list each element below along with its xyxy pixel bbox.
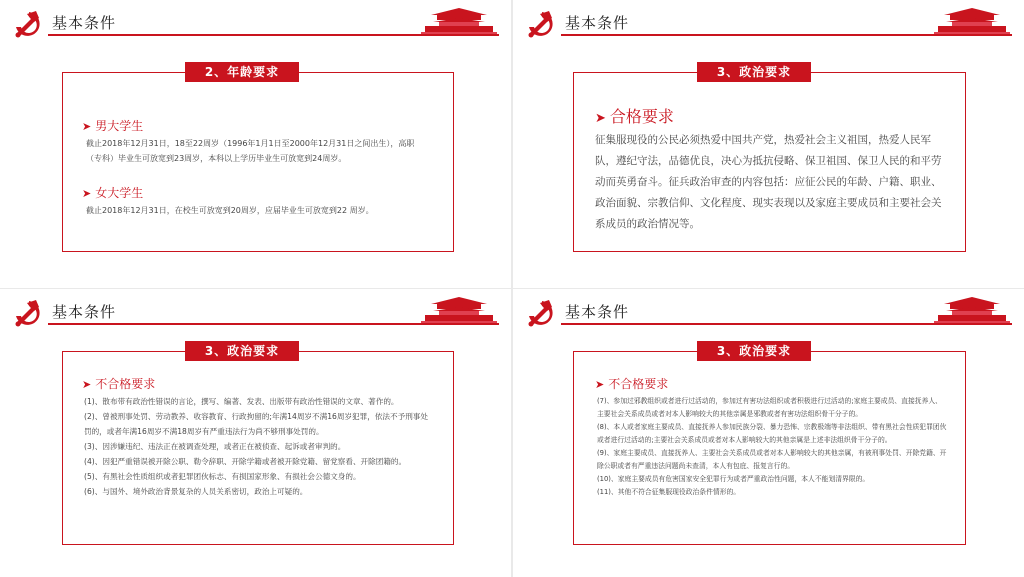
- subheading-male: ➤ 男大学生: [82, 119, 144, 133]
- section-tag: 3、政治要求: [697, 62, 811, 82]
- subheading-qualified: ➤ 合格要求: [595, 107, 674, 126]
- list-item: (9)、家庭主要成员、直接抚养人、主要社会关系成员或者对本人影响较大的其他亲属，有被刑事处罚、开除党籍、开除公职或者有严重违法问题尚未查清，本人有包庇、报复言行的。: [597, 449, 947, 470]
- tiananmen-gate-icon: [421, 294, 497, 324]
- arrow-right-icon: ➤: [595, 378, 605, 391]
- paragraph-qualified: 征集服现役的公民必须热爱中国共产党，热爱社会主义祖国，热爱人民军队，遵纪守法，品德优良，决心为抵抗侵略、保卫祖国、保卫人民的和平劳动而英勇奋斗。征兵政治审查的内容包括：应征公民的年龄、户籍、职业、政治面貌、宗教信仰、文化程度、现实表现以及家庭主要成员和主要社会关系成员的政治情况等。: [595, 134, 942, 230]
- slide-header: [513, 289, 1024, 329]
- unqualified-list: [84, 394, 434, 499]
- paragraph-female: 截止2018年12月31日，在校生可放宽到20周岁，应届毕业生可放宽到22 周岁。: [86, 206, 374, 215]
- list-item: (6)、与国外、境外政治背景复杂的人员关系密切，政治上可疑的。: [84, 487, 308, 496]
- subheading-female: ➤ 女大学生: [82, 186, 144, 200]
- subheading-unqualified: ➤ 不合格要求: [595, 377, 669, 391]
- subheading-unqualified: ➤ 不合格要求: [82, 377, 156, 391]
- party-emblem-icon: [525, 9, 555, 39]
- party-emblem-icon: [12, 9, 42, 39]
- list-item: (5)、有黑社会性质组织或者犯罪团伙标志、有损国家形象、有损社会公德文身的。: [84, 472, 361, 481]
- tiananmen-gate-icon: [934, 294, 1010, 324]
- slide-title: 基本条件: [565, 303, 630, 321]
- slide-political-unqualified-1: [0, 289, 511, 577]
- party-emblem-icon: [525, 298, 555, 328]
- slide-header: [0, 289, 511, 329]
- arrow-right-icon: ➤: [82, 120, 92, 133]
- list-item: (8)、本人或者家庭主要成员、直接抚养人参加民族分裂、暴力恐怖、宗教极端等非法组织、带有黑社会性质犯罪团伙或者进行过活动的;主要社会关系成员或者对本人影响较大的其他亲属是上述非法组织骨干分子的。: [597, 423, 947, 444]
- slide-title: 基本条件: [52, 303, 117, 321]
- list-item: (11)、其他不符合征集服现役政治条件情形的。: [597, 488, 741, 496]
- section-tag: 2、年龄要求: [185, 62, 299, 82]
- slide-political-unqualified-2: [513, 289, 1024, 577]
- paragraph-male: 截止2018年12月31日，18至22周岁（1996年1月1日至2000年12月31日之间出生），高职（专科）毕业生可放宽到23周岁，本科以上学历毕业生可放宽到24周岁。: [86, 139, 415, 163]
- arrow-right-icon: ➤: [595, 111, 606, 126]
- list-item: (2)、曾被刑事处罚、劳动教养、收容教育、行政拘留的;年满14周岁不满16周岁犯罪，依法不予刑事处罚的，或者年满16周岁不满18周岁有严重违法行为尚不够刑事处罚的。: [84, 412, 428, 436]
- slide-title: 基本条件: [52, 14, 117, 32]
- slide-age-requirements: [0, 0, 511, 288]
- tiananmen-gate-icon: [421, 5, 497, 35]
- section-tag: 3、政治要求: [185, 341, 299, 361]
- section-tag: 3、政治要求: [697, 341, 811, 361]
- slide-political-qualified: [513, 0, 1024, 288]
- list-item: (1)、散布带有政治性错误的言论，撰写、编著、发表、出版带有政治性错误的文章、著作的。: [84, 397, 399, 406]
- tiananmen-gate-icon: [934, 5, 1010, 35]
- list-item: (4)、因犯严重错误被开除公职、勒令辞职、开除学籍或者被开除党籍、留党察看、开除团籍的。: [84, 457, 407, 466]
- slide-header: [0, 0, 511, 40]
- slide-header: [513, 0, 1024, 40]
- list-item: (3)、因涉嫌违纪、违法正在被调查处理，或者正在被侦查、起诉或者审判的。: [84, 442, 346, 451]
- unqualified-list: [597, 395, 947, 499]
- party-emblem-icon: [12, 298, 42, 328]
- arrow-right-icon: ➤: [82, 187, 92, 200]
- list-item: (10)、家庭主要成员有危害国家安全犯罪行为或者严重政治性问题，本人不能划清界限的。: [597, 475, 870, 483]
- slide-title: 基本条件: [565, 14, 630, 32]
- arrow-right-icon: ➤: [82, 378, 92, 391]
- list-item: (7)、参加过邪教组织或者进行过活动的，参加过有害功法组织或者积极进行过活动的;家庭主要成员、直接抚养人、主要社会关系成员或者对本人影响较大的其他亲属是邪教或者有害功法组织骨干分子的。: [597, 397, 942, 418]
